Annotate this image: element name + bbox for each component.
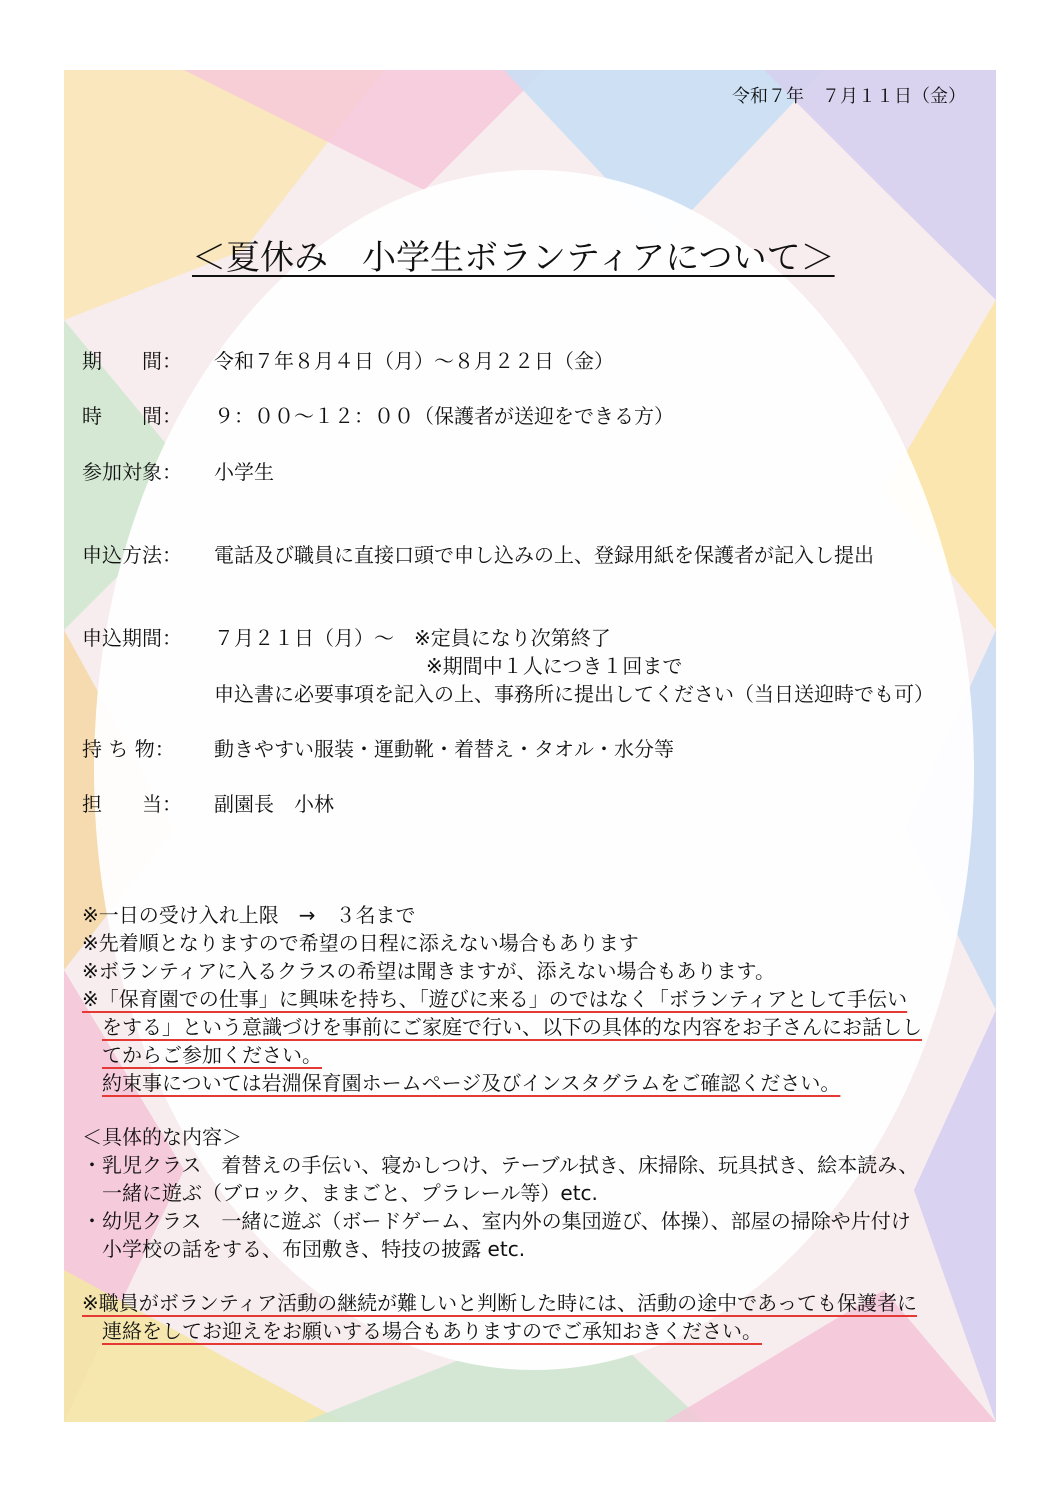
note-daily-limit: ※一日の受け入れ上限 → ３名まで <box>82 903 416 927</box>
value-period: 令和７年８月４日（月）～８月２２日（金） <box>214 349 614 373</box>
note-awareness-line-3: てからご参加ください。 <box>102 1043 322 1067</box>
label-belongings: 持 ち 物： <box>82 737 175 761</box>
value-time: ９：００～１２：００（保護者が送迎をできる方） <box>214 404 674 428</box>
value-belongings: 動きやすい服装・運動靴・着替え・タオル・水分等 <box>214 737 674 761</box>
notice-sheet <box>64 70 996 1422</box>
note-class-preference: ※ボランティアに入るクラスの希望は聞きますが、添えない場合もあります。 <box>82 959 775 983</box>
application-limit-note: ※期間中１人につき１回まで <box>426 654 683 678</box>
value-application-method: 電話及び職員に直接口頭で申し込みの上、登録用紙を保護者が記入し提出 <box>214 543 874 567</box>
content-infant-class: ・乳児クラス 着替えの手伝い、寝かしつけ、テーブル拭き、床掃除、玩具拭き、絵本読み、 <box>82 1153 919 1177</box>
label-period: 期 間： <box>82 349 182 373</box>
label-time: 時 間： <box>82 404 182 428</box>
issue-date: 令和７年 ７月１１日（金） <box>732 86 966 107</box>
content-heading: ＜具体的な内容＞ <box>82 1125 242 1149</box>
label-application-period: 申込期間： <box>82 626 182 650</box>
final-note-line-2: 連絡をしてお迎えをお願いする場合もありますのでご承知おきください。 <box>102 1319 762 1343</box>
value-application-period: ７月２１日（月）～ ※定員になり次第終了 <box>214 626 611 650</box>
content-toddler-class-cont: 小学校の話をする、布団敷き、特技の披露 etc. <box>102 1237 526 1261</box>
content-toddler-class: ・幼児クラス 一緒に遊ぶ（ボードゲーム、室内外の集団遊び、体操）、部屋の掃除や片付け <box>82 1209 911 1233</box>
page-title: ＜夏休み 小学生ボランティアについて＞ <box>192 238 835 278</box>
final-note-line-1: ※職員がボランティア活動の継続が難しいと判断した時には、活動の途中であっても保護者に <box>82 1291 917 1315</box>
content-infant-class-cont: 一緒に遊ぶ（ブロック、ままごと、プラレール等）etc. <box>102 1181 598 1205</box>
label-application-method: 申込方法： <box>82 543 182 567</box>
value-contact-person: 副園長 小林 <box>214 792 334 816</box>
label-contact-person: 担 当： <box>82 792 182 816</box>
label-eligibility: 参加対象： <box>82 460 182 484</box>
note-first-come: ※先着順となりますので希望の日程に添えない場合もあります <box>82 931 639 955</box>
application-form-note: 申込書に必要事項を記入の上、事務所に提出してください（当日送迎時でも可） <box>214 682 934 706</box>
note-awareness-line-1: ※「保育園での仕事」に興味を持ち、「遊びに来る」のではなく「ボランティアとして手伝い <box>82 987 908 1011</box>
value-eligibility: 小学生 <box>214 460 274 484</box>
note-awareness-line-2: をする」という意識づけを事前にご家庭で行い、以下の具体的な内容をお子さんにお話しし <box>102 1015 922 1039</box>
note-rules-reference: 約束事については岩淵保育園ホームページ及びインスタグラムをご確認ください。 <box>102 1071 841 1095</box>
